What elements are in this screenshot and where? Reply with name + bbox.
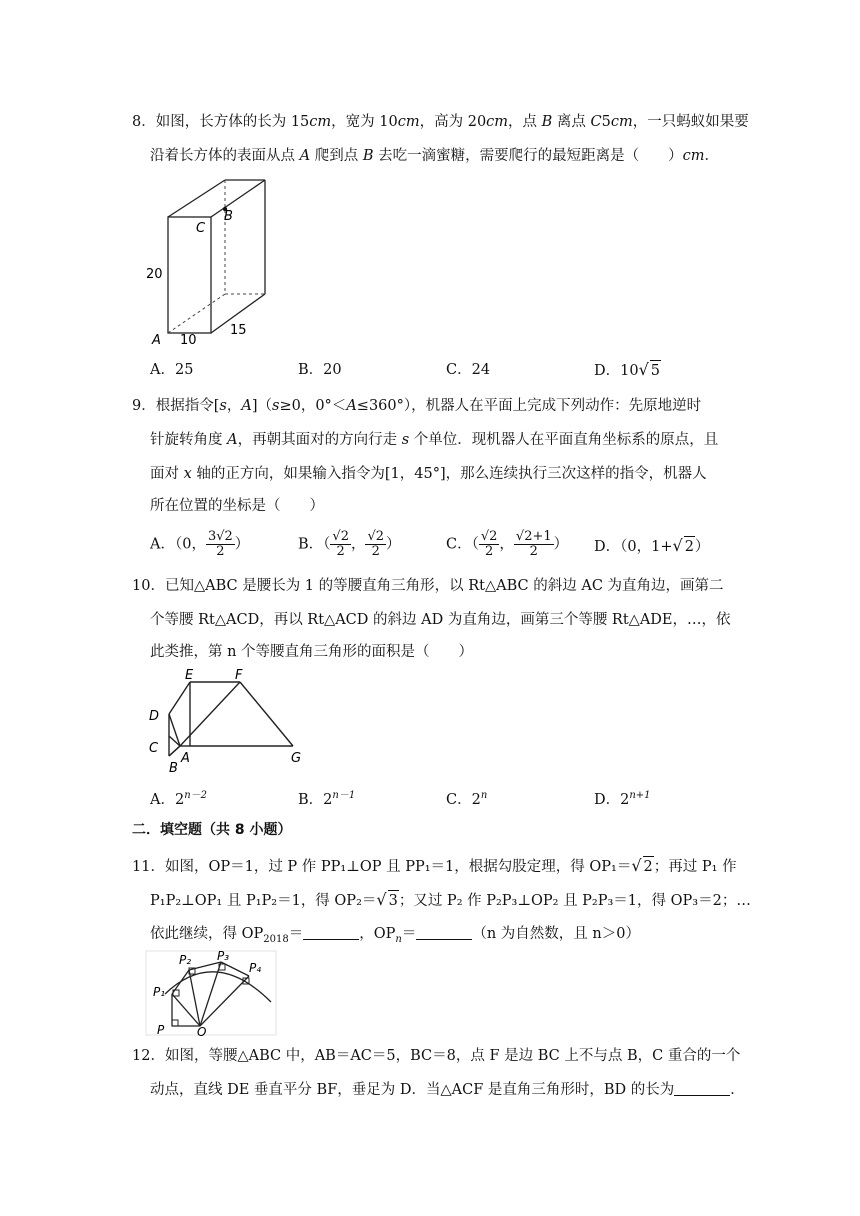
q10-option-a[interactable]: A．$2^{n-2}$ [150, 790, 208, 808]
q10-line3: 此类推，第 n 个等腰直角三角形的面积是（ ） [150, 644, 474, 660]
q11-line1: 11．如图，OP＝1，过 P 作 PP₁⊥OP 且 PP₁＝1，根据勾股定理，得 OP₁＝√ 2；再过 P₁ 作 [132, 856, 737, 875]
q11-blank-2[interactable] [416, 925, 472, 940]
q12-line1: 12．如图，等腰△ABC 中，AB＝AC＝5，BC＝8，点 F 是边 BC 上不与点 B，C 重合的一个 [132, 1048, 741, 1064]
q8-option-b[interactable]: B．20 [298, 362, 342, 378]
q8-cuboid-figure [140, 172, 275, 350]
q8-fig-label-C: C [196, 221, 206, 236]
q9-option-c[interactable]: C．（ $\frac{√2}{2}$ ， $\frac{√2+1}{2}$ ） [446, 529, 569, 559]
q8-option-c[interactable]: C．24 [446, 362, 491, 378]
q8-fig-label-A: A [152, 333, 161, 348]
q10-fig-label-E: E [185, 668, 194, 683]
q10-triangles-figure [145, 668, 310, 778]
q8-fig-label-B: B [224, 209, 233, 224]
q10-fig-label-D: D [149, 709, 160, 724]
q10-option-d[interactable]: D．$2^{n+1}$ [594, 790, 651, 808]
q12-line2: 动点，直线 DE 垂直平分 BF，垂足为 D．当△ACF 是直角三角形时，BD 的长为 ． [150, 1082, 745, 1098]
q8-option-a[interactable]: A．25 [150, 362, 194, 378]
q10-fig-label-F: F [235, 668, 243, 683]
q10-fig-label-G: G [291, 751, 302, 766]
q11-spiral-figure [145, 950, 277, 1036]
q10-option-c[interactable]: C．2$^n$ [446, 790, 488, 808]
q10-line2: 个等腰 Rt△ACD，再以 Rt△ACD 的斜边 AD 为直角边，画第三个等腰 Rt△ADE，…，依 [150, 612, 731, 628]
q8-option-d[interactable]: D．10√ 5 [594, 360, 661, 379]
q8-line2: 沿着长方体的表面从点 A 爬到点 B 去吃一滴蜜糖，需要爬行的最短距离是（ ）cm． [150, 148, 719, 164]
q10-fig-label-A: A [181, 751, 190, 766]
q9-option-d[interactable]: D．（0，1+√ 2） [594, 536, 710, 555]
q8-fig-label-10: 10 [180, 333, 197, 348]
q9-line1: 9．根据指令[s，A]（s≥0，0°＜A≤360°），机器人在平面上完成下列动作：先原地逆时 [132, 398, 702, 414]
q8-fig-label-15: 15 [230, 323, 247, 338]
q8-line1: 8．如图，长方体的长为 15cm，宽为 10cm，高为 20cm，点 B 离点 C5cm，一只蚂蚁如果要 [132, 114, 749, 130]
q11-fig-label-P4: P₄ [249, 961, 262, 975]
q11-fig-label-O: O [197, 1025, 207, 1036]
q8-fig-label-20: 20 [146, 267, 163, 282]
q10-fig-label-B: B [169, 761, 178, 776]
q11-blank-1[interactable] [303, 925, 359, 940]
q12-blank[interactable] [674, 1081, 730, 1096]
q9-option-a[interactable]: A．（0， $\frac{3√2}{2}$ ） [150, 529, 250, 559]
q9-option-b[interactable]: B．（ $\frac{√2}{2}$ ， $\frac{√2}{2}$ ） [298, 529, 401, 559]
q11-fig-label-P: P [157, 1023, 165, 1036]
q11-line2: P₁P₂⊥OP₁ 且 P₁P₂＝1，得 OP₂＝√ 3；又过 P₂ 作 P₂P₃⊥OP₂ 且 P₂P₃＝1，得 OP₃＝2；… [150, 890, 751, 909]
section-title-fill-in: 二．填空题（共 8 小题） [132, 822, 292, 838]
q11-line3: 依此继续，得 $OP_{2018}=$ ，$OP_n= (n$ 为自然数，且 n＞0） [150, 926, 640, 945]
q11-fig-label-P2: P₂ [179, 953, 192, 967]
q10-fig-label-C: C [149, 741, 159, 756]
q10-option-b[interactable]: B．$2^{n-1}$ [298, 790, 356, 808]
q11-fig-label-P3: P₃ [217, 950, 230, 963]
q11-fig-label-P1: P₁ [153, 985, 166, 999]
q9-line3: 面对 x 轴的正方向，如果输入指令为[1，45°]，那么连续执行三次这样的指令，机器人 [150, 466, 707, 482]
q9-line4: 所在位置的坐标是（ ） [150, 498, 324, 514]
q9-line2: 针旋转角度 A，再朝其面对的方向行走 s 个单位．现机器人在平面直角坐标系的原点，且 [150, 432, 719, 448]
q10-line1: 10．已知△ABC 是腰长为 1 的等腰直角三角形，以 Rt△ABC 的斜边 AC 为直角边，画第二 [132, 578, 724, 594]
